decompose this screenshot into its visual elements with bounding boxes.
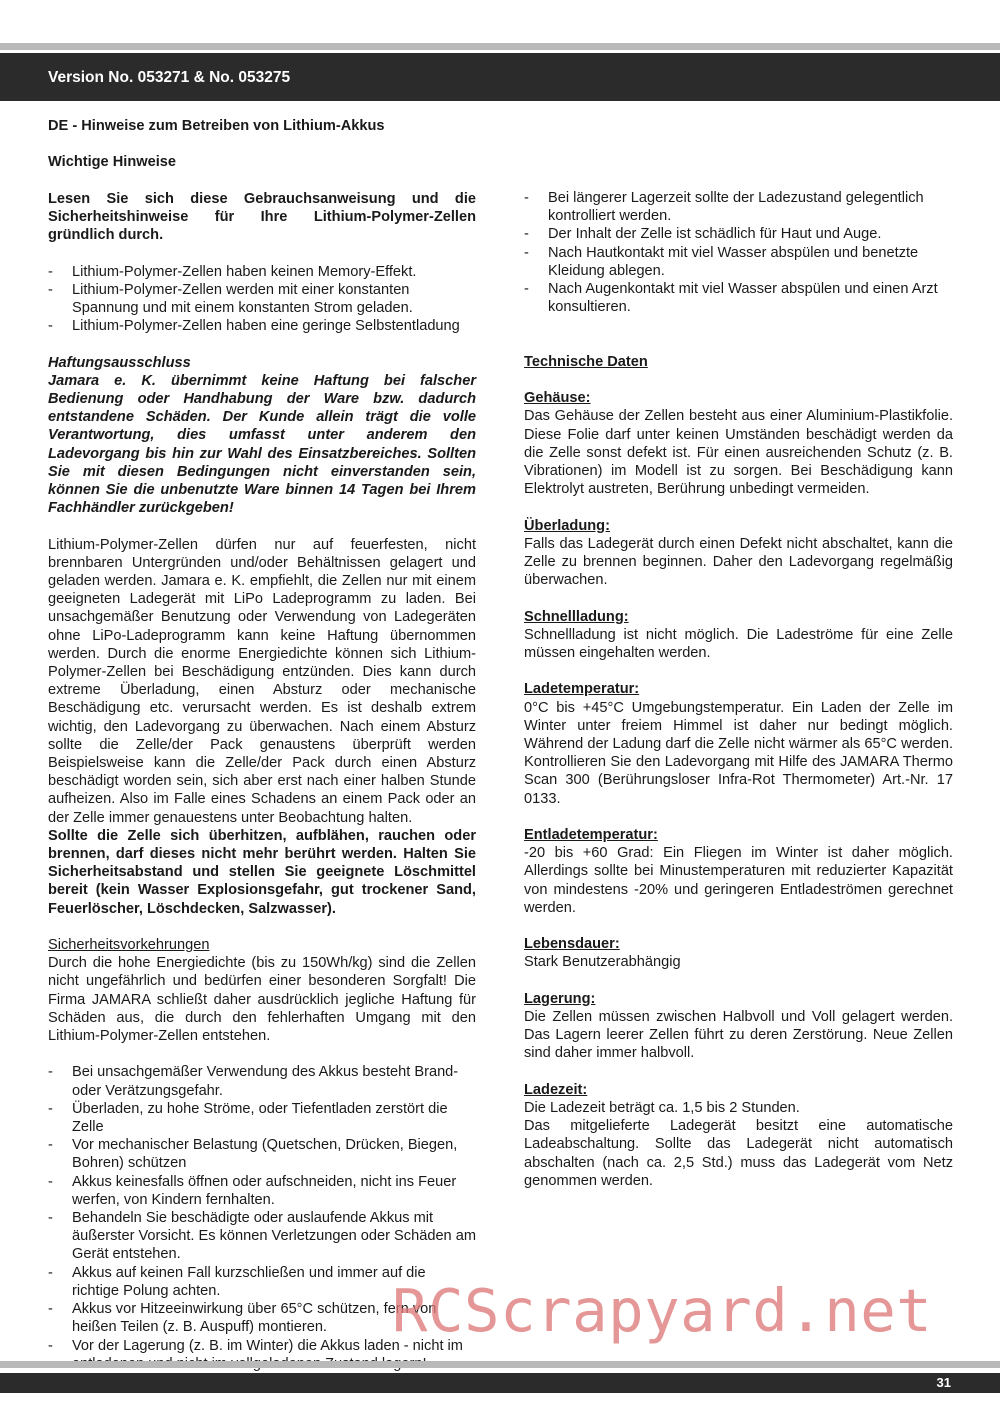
spec-title-lifetime: Lebensdauer: <box>524 936 620 953</box>
spec-title-storage: Lagerung: <box>524 990 596 1007</box>
spec-text-housing: Das Gehäuse der Zellen besteht aus einer Aluminium-Plastikfolie. Diese Folie darf unter keinen Umständen beschädigt werden da die Zelle sonst defekt ist. Für einen ausreichenden Schutz (z. B. Vibrationen) im Modell ist zu sorgen. Bei Beschädigung kann Elektrolyt austreten, Berührung unbedingt vermeiden. <box>524 408 953 498</box>
left-column <box>48 117 476 1373</box>
spec-text-storage: Die Zellen müssen zwischen Halbvoll und Voll gelagert werden. Das Lagern leerer Zellen führt zu deren Zerstörung. Neue Zellen sind daher immer halbvoll. <box>524 1009 953 1062</box>
intro-text: Lesen Sie sich diese Gebrauchsanweisung und die Sicherheitshinweise für Ihre Lithium-Polymer-Zellen gründlich durch. <box>48 190 476 244</box>
list-item: - Lithium-Polymer-Zellen haben eine geringe Selbstentladung <box>48 317 476 335</box>
top-rule <box>0 43 1000 50</box>
bottom-rule <box>0 1361 1000 1368</box>
list-item: - Lithium-Polymer-Zellen haben keinen Memory-Effekt. <box>48 263 476 281</box>
list-item: - Bei längerer Lagerzeit sollte der Ladezustand gelegentlich kontrolliert werden. <box>524 189 953 225</box>
spec-text-discharge-temp: -20 bis +60 Grad: Ein Fliegen im Winter ist daher möglich. Allerdings sollte bei Minustemperaturen mit reduzierter Kapazität von mindestens -20% und geringeren Entladeströmen gerechnet werden. <box>524 845 953 916</box>
spec-title-charge-temp: Ladetemperatur: <box>524 681 640 698</box>
list-item: - Nach Augenkontakt mit viel Wasser abspülen und einen Arzt konsultieren. <box>524 280 953 316</box>
list-item: - Akkus vor Hitzeeinwirkung über 65°C schützen, fern von heißen Teilen (z. B. Auspuff) montieren. <box>48 1300 476 1336</box>
list-item: - Vor mechanischer Belastung (Quetschen, Drücken, Biegen, Bohren) schützen <box>48 1136 476 1172</box>
page-number: 31 <box>936 1375 951 1390</box>
safety-title: Sicherheitsvorkehrungen <box>48 937 210 954</box>
list-item: - Behandeln Sie beschädigte oder auslaufende Akkus mit äußerster Vorsicht. Es können Verletzungen oder Schäden am Gerät entstehen. <box>48 1209 476 1264</box>
list-item: - Vor der Lagerung (z. B. im Winter) die Akkus laden - nicht im <box>48 1337 476 1373</box>
section-title: DE - Hinweise zum Betreiben von Lithium-Akkus <box>48 118 385 134</box>
list-item: - Akkus keinesfalls öffnen oder aufschneiden, nicht ins Feuer werfen, von Kindern fernhalten. <box>48 1173 476 1209</box>
spec-text-lifetime: Stark Benutzerabhängig <box>524 954 681 971</box>
spec-text-fastcharge: Schnellladung ist nicht möglich. Die Ladeströme für eine Zelle müssen eingehalten werden. <box>524 626 953 661</box>
header-bar <box>0 53 1000 101</box>
important-title: Wichtige Hinweise <box>48 154 176 171</box>
spec-text-charge-temp: 0°C bis +45°C Umgebungstemperatur. Ein Laden der Zelle im Winter unter freiem Himmel ist daher nur bedingt möglich. Während der Ladung darf die Zelle nicht wärmer als 65°C werden. Kontrollieren Sie den Ladevorgang mit Hilfe des JAMARA Thermo Scan 300 (Berührungsloser Infra-Rot Thermometer) Art.-Nr. 17 0133. <box>524 699 953 807</box>
spec-title-overcharge: Überladung: <box>524 517 610 534</box>
safety-text: Durch die hohe Energiedichte (bis zu 150Wh/kg) sind die Zellen nicht ungefährlich und bedürfen einer besonderen Sorgfalt! Die Firma JAMARA schließt daher ausdrücklich jegliche Haftung für Schäden aus, die durch den fehlerhaften Umgang mit den Lithium-Polymer-Zellen entstehen. <box>48 955 476 1045</box>
list-item: - Der Inhalt der Zelle ist schädlich für Haut und Auge. <box>524 225 953 243</box>
liability-text: Jamara e. K. übernimmt keine Haftung bei falscher Bedienung oder Handhabung der Ware bzw. dadurch entstandene Schäden. Der Kunde allein trägt die volle Verantwortung, dies umfasst unter anderem den Ladevorgang bis hin zur Wahl des Einsatzbereiches. Sollten Sie mit diesen Bedingungen nicht einverstanden sein, können Sie die unbenutzte Ware binnen 14 Tagen bei Ihrem Fachhändler zurückgeben! <box>48 372 476 517</box>
notes-list <box>48 263 476 336</box>
liability-title: Haftungsausschluss <box>48 354 191 371</box>
spec-title-discharge-temp: Entladetemperatur: <box>524 827 658 843</box>
spec-text-overcharge: Falls das Ladegerät durch einen Defekt nicht abschaltet, kann die Zelle zu brennen beginnen. Daher den Ladevorgang regelmäßig überwachen. <box>524 535 953 589</box>
tech-title: Technische Daten <box>524 353 648 370</box>
spec-title-fastcharge: Schnellladung: <box>524 608 629 625</box>
charging-note: Das mitgelieferte Ladegerät besitzt eine automatische Ladeabschaltung. Sollte das Ladegerät nicht automatisch abschalten (nach ca. 2,5 Std.) muss das Ladegerät vom Netz genommen werden. <box>524 1118 953 1189</box>
footer-bar <box>0 1373 1000 1393</box>
version-title: Version No. 053271 & No. 053275 <box>48 69 291 86</box>
body-text: Lithium-Polymer-Zellen dürfen nur auf feuerfesten, nicht brennbaren Untergründen und/oder Behältnissen gelagert und geladen werden. Jamara e. K. empfiehlt, die Zellen nur mit einem geeigneten Ladegerät mit LiPo Ladeprogramm zu laden. Bei unsachgemäßer Benutzung oder Verwendung von Ladegeräten ohne LiPo-Ladeprogramm kann keine Haftung übernommen werden. Durch die enorme Energiedichte können sich Lithium-Polymer-Zellen bei Beschädigung entzünden. Dies kann durch extreme Überladung, einen Absturz oder mechanische Beschädigung etc. verursacht werden. Es ist deshalb extrem wichtig, den Ladevorgang zu überwachen. Nach einem Absturz sollte die Zelle/der Pack genaustens überprüft werden Beispielsweise kann die Zelle/der Pack durch einen Absturz beschädigt worden sein, sich aber erst nach einer halben Stunde aufheizen. Also im Falle eines Schadens an einem Pack oder an der Zelle immer genauestens unter Beobachtung halten. <box>48 536 476 826</box>
spec-text-charge-time: Die Ladezeit beträgt ca. 1,5 bis 2 Stunden. <box>524 1100 800 1116</box>
spec-title-housing: Gehäuse: <box>524 390 591 407</box>
warning-text: Sollte die Zelle sich überhitzen, aufblähen, rauchen oder brennen, darf dieses nicht mehr berührt werden. Halten Sie Sicherheitsabstand und stellen Sie geeignete Löschmittel bereit (kein Wasser Explosionsgefahr, gut trockener Sand, Feuerlöscher, Löschdecken, Salzwasser). <box>48 827 476 917</box>
watermark: RCScrapyard.net <box>392 1276 933 1345</box>
spec-title-charge-time: Ladezeit: <box>524 1081 588 1098</box>
list-item: - Überladen, zu hohe Ströme, oder Tiefentladen zerstört die Zelle <box>48 1100 476 1136</box>
continued-list <box>524 189 953 316</box>
list-item: - Lithium-Polymer-Zellen werden mit einer konstanten Spannung und mit einem konstanten Strom geladen. <box>48 281 476 317</box>
list-item: - Nach Hautkontakt mit viel Wasser abspülen und benetzte Kleidung ablegen. <box>524 244 953 280</box>
right-column <box>524 189 953 1190</box>
list-item: - Akkus auf keinen Fall kurzschließen und immer auf die richtige Polung achten. <box>48 1264 476 1300</box>
list-item: - Bei unsachgemäßer Verwendung des Akkus besteht Brand- oder Verätzungsgefahr. <box>48 1063 476 1099</box>
